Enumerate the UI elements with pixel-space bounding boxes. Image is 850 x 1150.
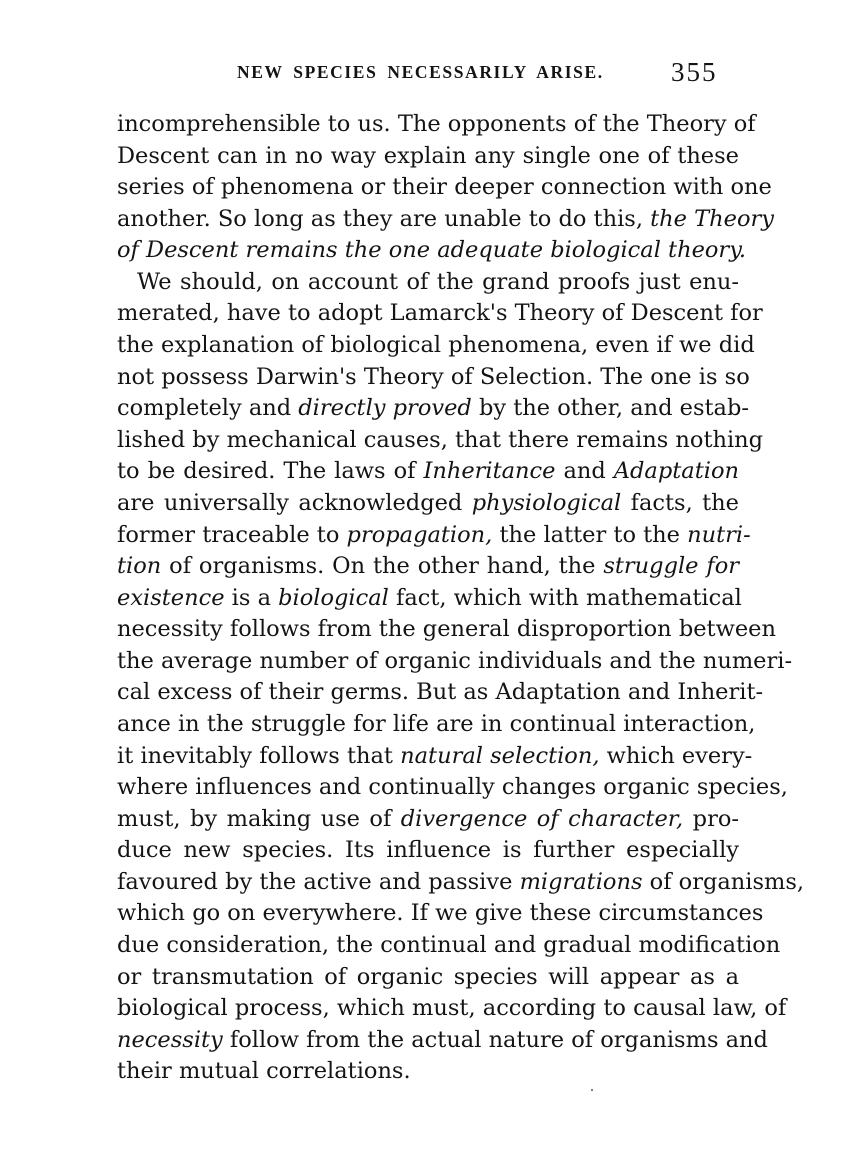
- text-line: [117, 709, 756, 741]
- italic-text: physiological: [471, 489, 622, 516]
- italic-text: biological: [278, 584, 389, 611]
- text-line: [117, 267, 739, 299]
- text-run: is a: [224, 584, 279, 611]
- text-run: biological process, which must, according to causal law, of: [117, 995, 787, 1022]
- italic-text: Inheritance: [423, 458, 556, 485]
- italic-text: natural selection,: [400, 742, 600, 769]
- italic-text: nutri-: [687, 521, 751, 548]
- text-line: [117, 962, 739, 994]
- italic-text: of Descent remains the one adequate biological theory.: [117, 237, 747, 264]
- text-line: [117, 235, 747, 267]
- text-line: [117, 614, 776, 646]
- text-run: which every-: [599, 742, 753, 769]
- text-run: due consideration, the continual and gradual modification: [117, 932, 781, 959]
- text-line: [117, 677, 764, 709]
- text-run: by the other, and estab-: [471, 395, 749, 422]
- body-text: [117, 109, 805, 1088]
- text-line: [117, 867, 805, 899]
- text-line: [117, 488, 739, 520]
- text-run: where influences and continually changes organic species,: [117, 774, 788, 801]
- text-line: [117, 1025, 768, 1057]
- text-line: [117, 646, 793, 678]
- italic-text: tion: [117, 553, 162, 580]
- text-line: [117, 993, 787, 1025]
- text-run: the latter to the: [492, 521, 688, 548]
- text-run: follow from the actual nature of organisms and: [222, 1026, 768, 1053]
- text-line: [117, 172, 772, 204]
- italic-text: migrations: [519, 868, 643, 895]
- text-line: [117, 141, 739, 173]
- text-run: incomprehensible to us. The opponents of the Theory of: [117, 111, 756, 137]
- text-line: [117, 425, 764, 457]
- text-run: another. So long as they are unable to do this,: [117, 205, 651, 232]
- text-run: are universally acknowledged: [117, 489, 472, 516]
- text-run: cal excess of their germs. But as Adaptation and Inherit-: [117, 679, 764, 706]
- text-run: ance in the struggle for life are in continual interaction,: [117, 710, 756, 737]
- italic-text: directly proved: [298, 395, 472, 422]
- text-line: [117, 898, 764, 930]
- italic-text: propagation,: [346, 521, 493, 548]
- italic-text: necessity: [117, 1026, 223, 1053]
- text-line: [117, 551, 739, 583]
- text-run: facts, the: [621, 489, 739, 516]
- text-line: [117, 772, 788, 804]
- text-run: merated, have to adopt Lamarck's Theory of Descent for: [117, 300, 763, 327]
- text-line: [117, 456, 739, 488]
- running-head: NEW SPECIES NECESSARILY ARISE.: [237, 62, 604, 82]
- text-run: favoured by the active and passive: [117, 868, 520, 895]
- text-run: their mutual correlations.: [117, 1058, 411, 1085]
- text-line: [117, 109, 756, 141]
- text-run: duce new species. Its influence is further especially: [117, 837, 739, 864]
- page-header: [0, 58, 850, 92]
- italic-text: struggle for: [603, 553, 739, 580]
- text-run: lished by mechanical causes, that there remains nothing: [117, 426, 764, 453]
- italic-text: the Theory: [650, 205, 774, 232]
- text-run: necessity follows from the general disproportion between: [117, 616, 776, 643]
- text-line: [117, 583, 742, 615]
- text-run: of organisms. On the other hand, the: [161, 553, 604, 580]
- text-line: [117, 330, 755, 362]
- page-number: 355: [671, 57, 718, 87]
- text-run: We should, on account of the grand proofs just enu-: [137, 268, 739, 295]
- text-run: it inevitably follows that: [117, 742, 401, 769]
- text-line: [117, 835, 739, 867]
- text-run: which go on everywhere. If we give these circumstances: [117, 900, 764, 927]
- text-run: and: [555, 458, 614, 485]
- text-run: series of phenomena or their deeper connection with one: [117, 174, 772, 201]
- italic-text: existence: [117, 584, 225, 611]
- text-line: [117, 520, 751, 552]
- italic-text: Adaptation: [613, 458, 739, 485]
- text-line: [117, 1056, 739, 1088]
- text-run: not possess Darwin's Theory of Selection. The one is so: [117, 363, 750, 390]
- text-run: the explanation of biological phenomena, even if we did: [117, 332, 755, 359]
- text-line: [117, 298, 763, 330]
- text-line: [117, 930, 781, 962]
- text-run: to be desired. The laws of: [117, 458, 424, 485]
- text-line: [117, 362, 750, 394]
- text-line: [117, 393, 749, 425]
- print-speck: [591, 1089, 593, 1091]
- text-run: must, by making use of: [117, 805, 401, 832]
- text-run: completely and: [117, 395, 299, 422]
- text-line: [117, 804, 739, 836]
- text-run: Descent can in no way explain any single one of these: [117, 142, 739, 169]
- text-run: pro-: [683, 805, 739, 832]
- text-run: of organisms,: [642, 868, 805, 895]
- text-line: [117, 741, 753, 773]
- text-run: former traceable to: [117, 521, 347, 548]
- italic-text: divergence of character,: [400, 805, 684, 832]
- text-run: fact, which with mathematical: [388, 584, 742, 611]
- text-run: or transmutation of organic species will appear as a: [117, 963, 739, 990]
- text-run: the average number of organic individuals and the numeri-: [117, 647, 793, 674]
- text-line: [117, 204, 774, 236]
